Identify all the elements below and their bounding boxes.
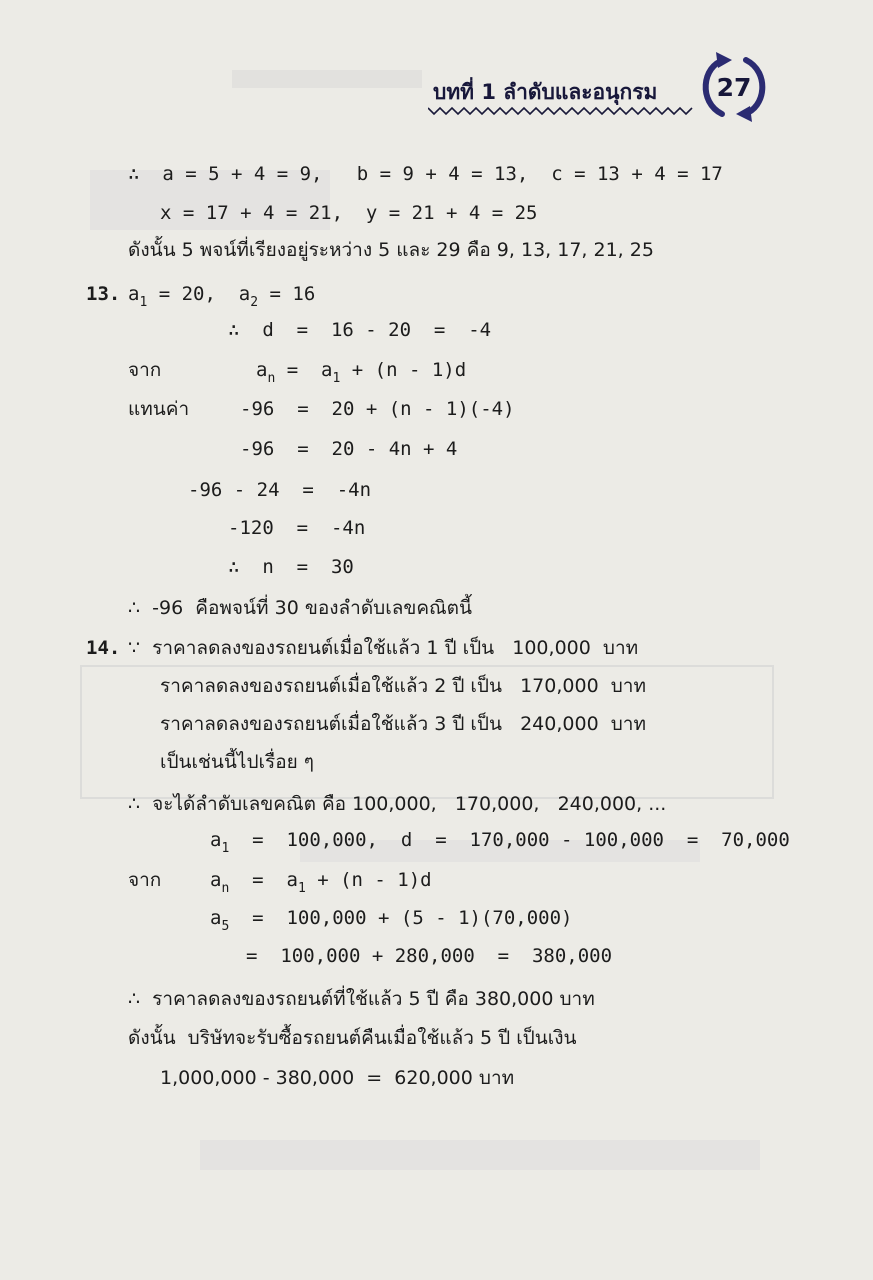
text-line: ∴ a = 5 + 4 = 9, b = 9 + 4 = 13, c = 13 + 4 = 17 [128,163,723,185]
math-line: $a_1 = 20$, $a_2 = 16$ [128,283,316,310]
math-line: -96 - 24 = -4n [188,479,372,501]
page-number: 27 [716,72,752,102]
text-line: ∵ ราคาลดลงของรถยนต์เมื่อใช้แล้ว 1 ปี เป็น 100,000 บาท [128,637,639,659]
math-line: = 100,000 + 280,000 = 380,000 [246,945,613,967]
math-line: ∴ n = 30 [228,556,354,578]
text-line: ราคาลดลงของรถยนต์เมื่อใช้แล้ว 3 ปี เป็น 240,000 บาท [160,713,646,735]
text-line: x = 17 + 4 = 21, y = 21 + 4 = 25 [160,202,538,224]
text-line: จาก [128,359,162,381]
text-line: แทนค่า [128,398,190,420]
text-line: ดังนั้น บริษัทจะรับซื้อรถยนต์คืนเมื่อใช้แล้ว 5 ปี เป็นเงิน [128,1027,577,1049]
text-line: ∴ ราคาลดลงของรถยนต์ที่ใช้แล้ว 5 ปี คือ 380,000 บาท [128,988,595,1010]
text-line: ดังนั้น 5 พจน์ที่เรียงอยู่ระหว่าง 5 และ 29 คือ 9, 13, 17, 21, 25 [128,239,654,261]
math-line: ∴ d = 16 - 20 = -4 [228,319,492,341]
math-line: $a_n = a_1 + (n - 1)d$ [256,359,467,386]
problem-number: 13. [86,283,121,305]
math-line: -120 = -4n [228,517,366,539]
math-line: $a_5 = 100,000 + (5 - 1)(70,000)$ [210,907,573,934]
text-line: 1,000,000 - 380,000 = 620,000 บาท [160,1067,515,1089]
zigzag-underline [428,104,694,118]
text-line: ∴ -96 คือพจน์ที่ 30 ของลำดับเลขคณิตนี้ [128,597,473,619]
math-line: $a_n = a_1 + (n - 1)d$ [210,869,432,896]
text-line: จาก [128,869,162,891]
math-line: -96 = 20 + (n - 1)(-4) [240,398,515,420]
page-number-badge [694,52,774,122]
text-line: เป็นเช่นนี้ไปเรื่อย ๆ [160,751,315,773]
text-line: ราคาลดลงของรถยนต์เมื่อใช้แล้ว 2 ปี เป็น 170,000 บาท [160,675,646,697]
math-line: $a_1 = 100,000$, d = 170,000 - 100,000 = 70,000 [210,829,790,856]
text-line: ∴ จะได้ลำดับเลขคณิต คือ 100,000, 170,000, 240,000, ... [128,793,667,815]
math-line: -96 = 20 - 4n + 4 [240,438,458,460]
chapter-title: บทที่ 1 ลำดับและอนุกรม [433,80,658,104]
problem-number: 14. [86,637,121,659]
